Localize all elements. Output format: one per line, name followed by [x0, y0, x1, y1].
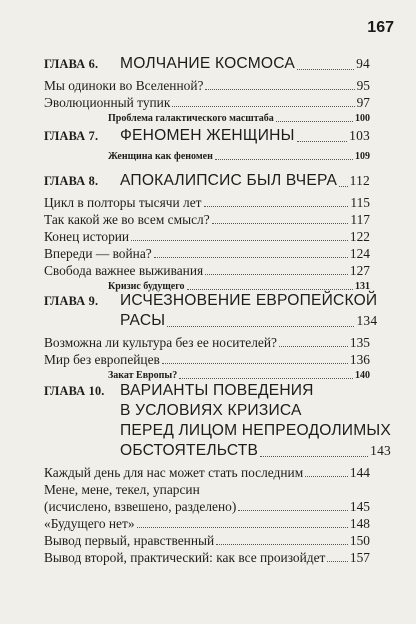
- chapter-label: ГЛАВА 6.: [44, 57, 99, 71]
- chapter-page: 134: [356, 313, 378, 328]
- leader-dots: [297, 140, 348, 142]
- chapter-title-line: ОБСТОЯТЕЛЬСТВ 143: [120, 442, 391, 459]
- chapter-8: [44, 171, 370, 294]
- leader-dots: [167, 325, 354, 327]
- chapter-title-line: ПЕРЕД ЛИЦОМ НЕПРЕОДОЛИМЫХ: [120, 422, 391, 439]
- chapter-label: ГЛАВА 9.: [44, 294, 99, 308]
- toc-entry: Конец истории 122: [44, 229, 370, 244]
- leader-dots: [260, 455, 368, 457]
- chapter-title: АПОКАЛИПСИС БЫЛ ВЧЕРА 112: [120, 172, 370, 189]
- leader-dots: [339, 185, 347, 187]
- chapter-page: 103: [349, 128, 370, 143]
- chapter-label: ГЛАВА 8.: [44, 174, 99, 188]
- chapter-title-line: РАСЫ 134: [120, 312, 378, 329]
- toc-entry: Вывод первый, нравственный 150: [44, 533, 370, 548]
- chapter-7: [44, 126, 370, 164]
- chapter-title: МОЛЧАНИЕ КОСМОСА 94: [120, 55, 370, 72]
- chapter-10: [44, 381, 391, 566]
- toc-entry: Мир без европейцев 136: [44, 352, 370, 367]
- toc-entry: Цикл в полторы тысячи лет 115: [44, 195, 370, 210]
- chapter-heading: [44, 381, 391, 461]
- page-number: 167: [367, 19, 394, 36]
- toc-entry: Так какой же во всем смысл? 117: [44, 212, 370, 227]
- toc-entry: «Будущего нет» 148: [44, 516, 370, 531]
- toc-entry: (исчислено, взвешено, разделено) 145: [44, 499, 370, 514]
- toc-subsection: Закат Европы? 140: [108, 370, 370, 381]
- chapter-title-line: ИСЧЕЗНОВЕНИЕ ЕВРОПЕЙСКОЙ: [120, 292, 378, 309]
- toc-entry: Мене, мене, текел, упарсин: [44, 482, 200, 497]
- chapter-page: 112: [349, 173, 370, 188]
- chapter-heading: [44, 126, 370, 146]
- chapter-title-line: ВАРИАНТЫ ПОВЕДЕНИЯ: [120, 382, 314, 399]
- leader-dots: [297, 68, 354, 70]
- toc-subsection: Проблема галактического масштаба 100: [108, 113, 370, 124]
- chapter-6: [44, 54, 370, 126]
- toc-entry: Возможна ли культура без ее носителей? 135: [44, 335, 370, 350]
- chapter-title: ФЕНОМЕН ЖЕНЩИНЫ 103: [120, 127, 370, 144]
- toc-entry: Каждый день для нас может стать последним 144: [44, 465, 370, 480]
- chapter-label: ГЛАВА 10.: [44, 384, 105, 398]
- chapter-heading: [44, 54, 370, 74]
- chapter-heading: [44, 291, 378, 331]
- toc-entry: Свобода важнее выживания 127: [44, 263, 370, 278]
- chapter-heading: [44, 171, 370, 191]
- chapter-label: ГЛАВА 7.: [44, 129, 99, 143]
- chapter-9: [44, 291, 378, 383]
- chapter-page: 94: [356, 56, 370, 71]
- chapter-title-line: В УСЛОВИЯХ КРИЗИСА: [120, 402, 302, 419]
- toc-entry: Впереди — война? 124: [44, 246, 370, 261]
- toc-entry: Мы одиноки во Вселенной? 95: [44, 78, 370, 93]
- toc-subsection: Кризис будущего 131: [108, 281, 370, 292]
- toc-entry: Эволюционный тупик 97: [44, 95, 370, 110]
- chapter-page: 143: [370, 443, 391, 458]
- toc-entry: Вывод второй, практический: как все произойдет 157: [44, 550, 370, 565]
- toc-subsection: Женщина как феномен 109: [108, 151, 370, 162]
